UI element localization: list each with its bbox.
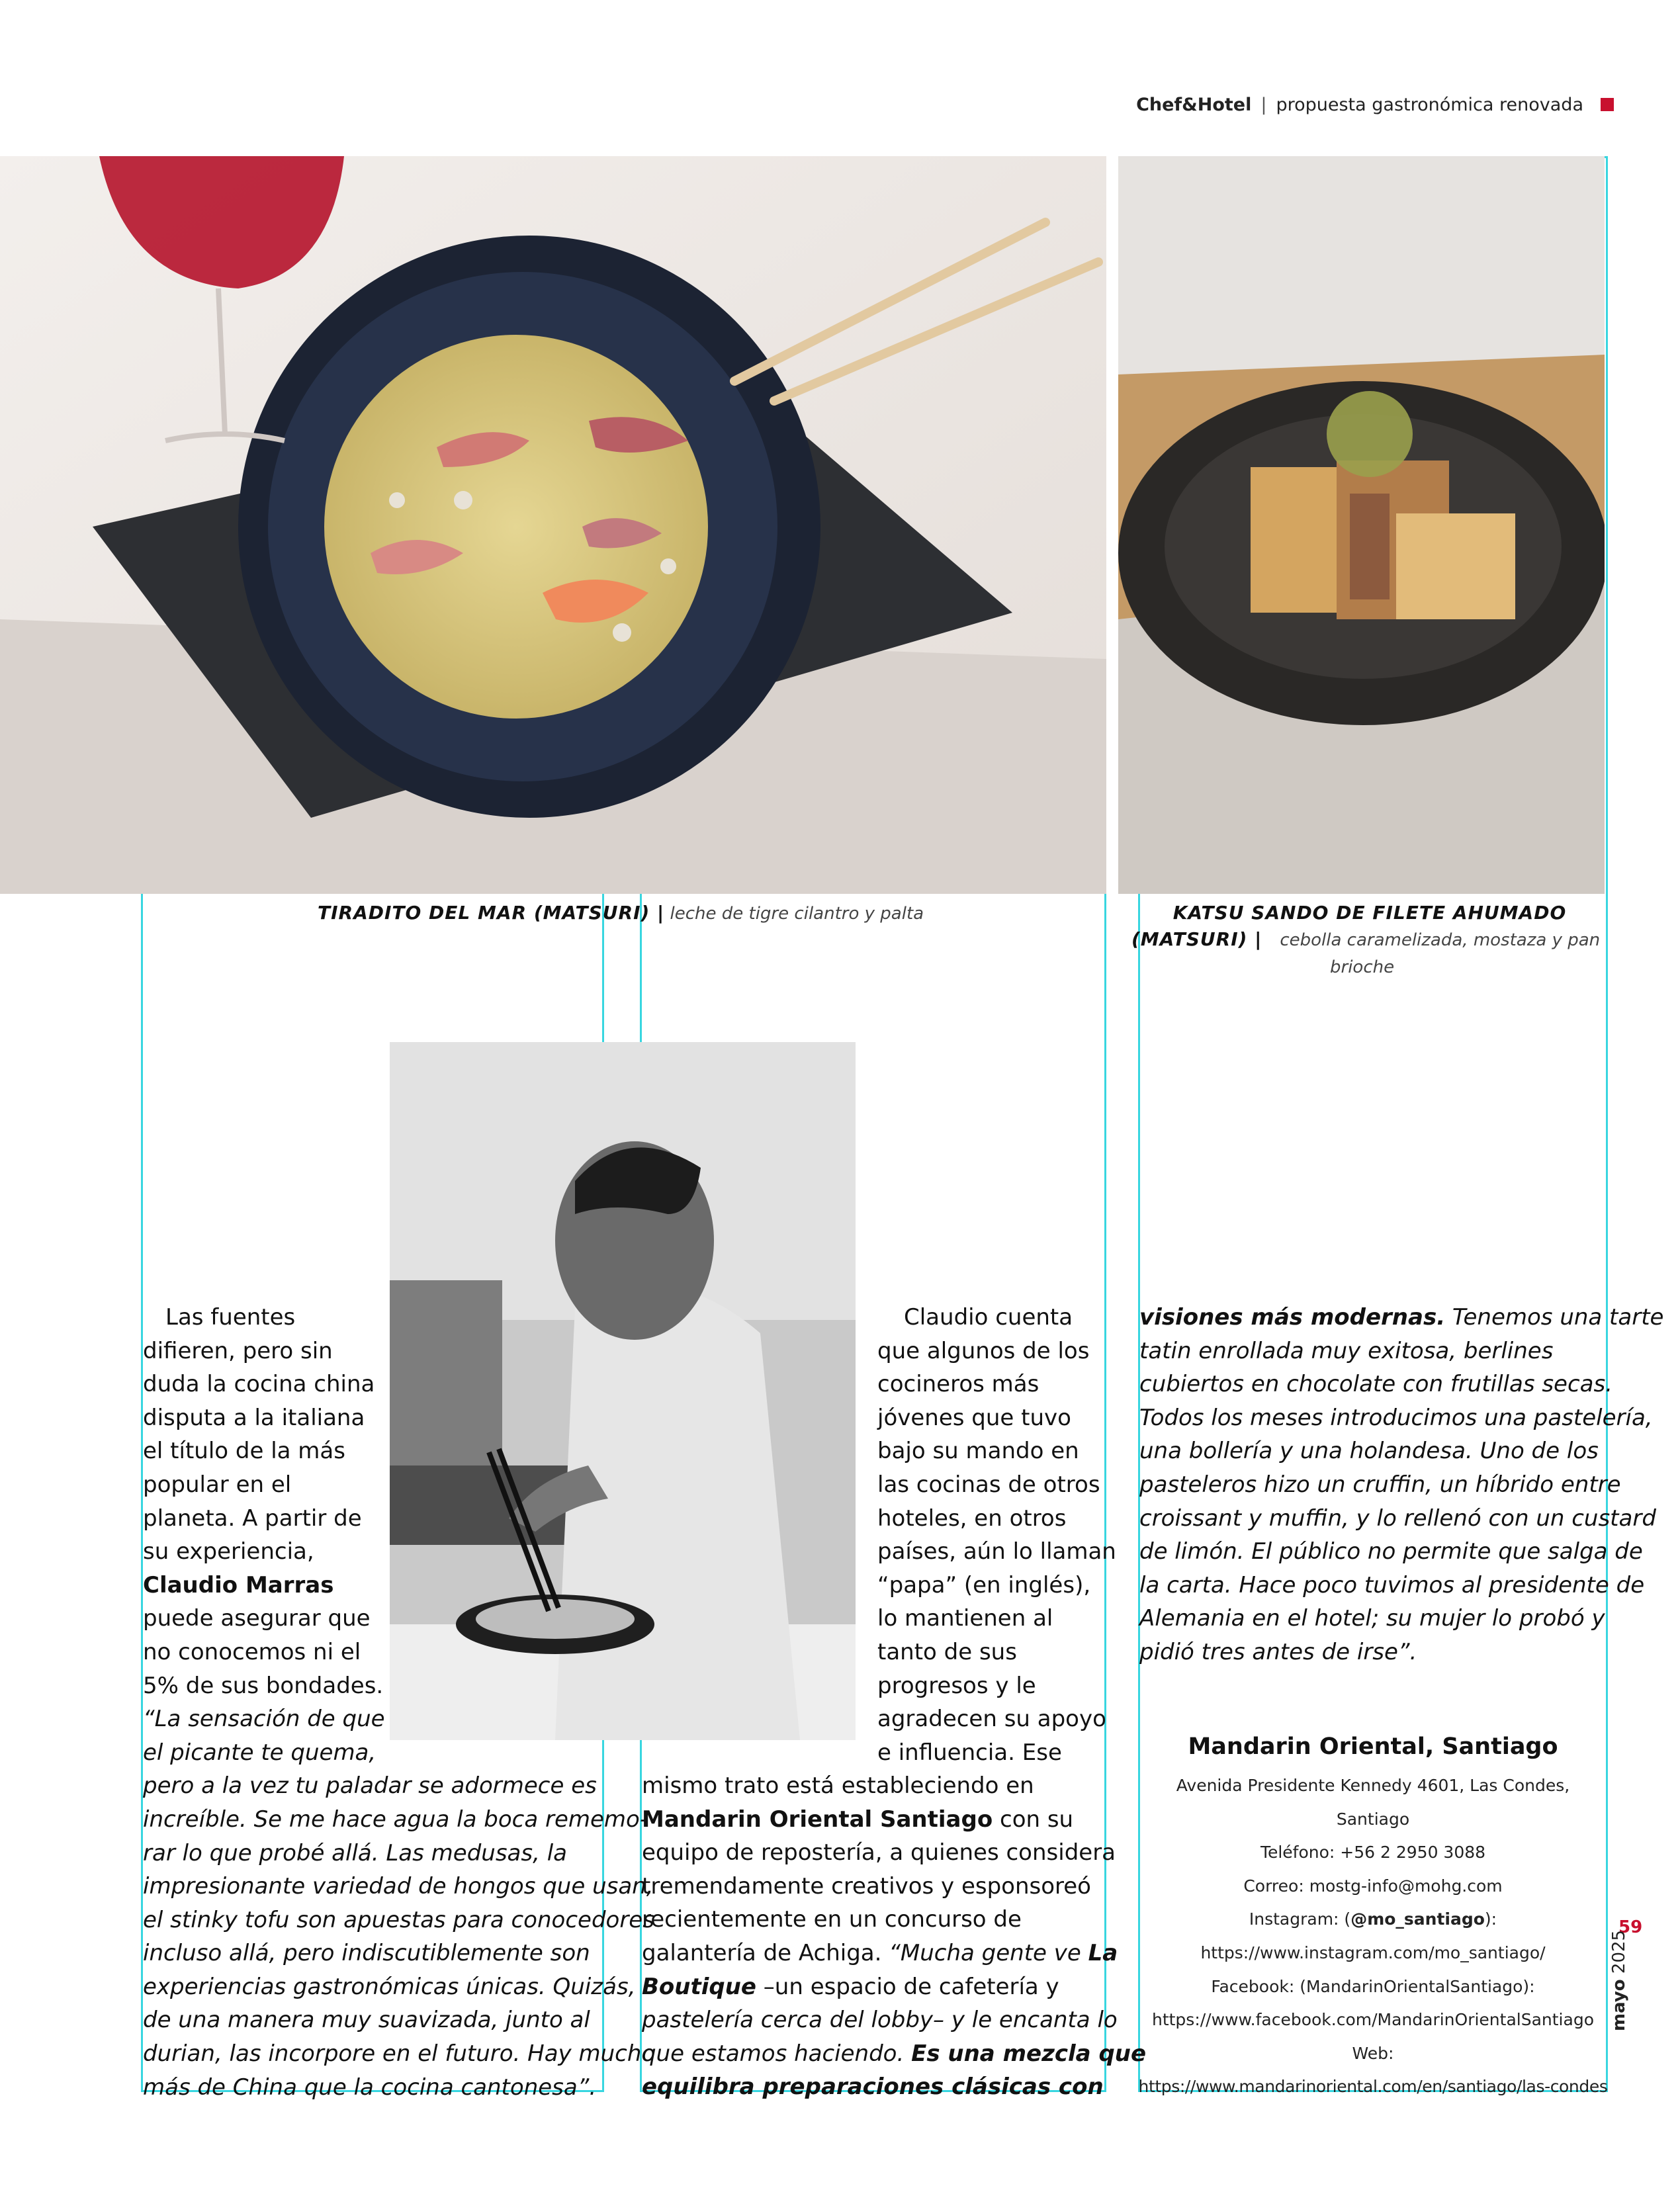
quote-line (642, 2037, 1146, 2071)
quote-line: increíble. Se me hace agua la boca rememo- (143, 1806, 648, 1833)
tiradito-caption (318, 900, 924, 927)
text-line (642, 1937, 1146, 1970)
text-line: lo mantienen al (877, 1605, 1053, 1632)
quote-line: impresionante variedad de hongos que usan, (143, 1873, 654, 1900)
text-line: que algunos de los (877, 1337, 1090, 1364)
text-span: galantería de Achiga. (642, 1939, 889, 1966)
quote-span: Tenemos una tarte (1445, 1304, 1664, 1331)
page-number: 59 (1618, 1917, 1643, 1937)
hotel-instagram-label (1138, 1903, 1608, 1937)
boutique-name: Boutique (642, 1973, 756, 2000)
tiradito-del-mar-photo (0, 156, 1106, 894)
section-title: propuesta gastronómica renovada (1276, 94, 1583, 115)
quote-line: croissant y muffin, y lo rellenó con un custard (1139, 1505, 1656, 1532)
text-line: mismo trato está estableciendo en (642, 1772, 1034, 1799)
hotel-facebook-label: Facebook: (MandarinOrientalSantiago): (1211, 1976, 1535, 1996)
quote-line: más de China que la cocina cantonesa”. (143, 2074, 597, 2101)
quote-line: de una manera muy suavizada, junto al (143, 2007, 590, 2034)
text-line: Las fuentes (165, 1304, 296, 1331)
quote-line: pasteleros hizo un cruffin, un híbrido entre (1139, 1471, 1621, 1498)
text-line: 5% de sus bondades. (143, 1672, 384, 1699)
column-1-text (143, 1301, 655, 2104)
quote-line: la carta. Hace poco tuvimos al presidente de (1139, 1571, 1645, 1598)
boutique-name: La (1088, 1939, 1118, 1966)
web-link[interactable]: https://www.mandarinoriental.com/en/santiago/las-condes (1138, 2077, 1608, 2097)
text-line: hoteles, en otros (877, 1505, 1067, 1532)
quote-line: tatin enrollada muy exitosa, berlines (1139, 1337, 1554, 1364)
text-line: tremendamente creativos y esponsoreó (642, 1872, 1091, 1900)
text-line: puede asegurar que (143, 1605, 371, 1632)
text-line: planeta. A partir de (143, 1505, 362, 1532)
chef-name: Claudio Marras (143, 1571, 334, 1598)
katsu-caption-title-1: KATSU SANDO DE FILETE AHUMADO (1172, 902, 1567, 924)
quote-line: Todos los meses introducimos una pastelería, (1139, 1404, 1653, 1431)
text-line: e influencia. Ese (877, 1739, 1062, 1766)
facebook-link[interactable]: https://www.facebook.com/MandarinOrientalSantiago (1151, 2010, 1594, 2030)
red-square-icon (1601, 98, 1614, 111)
text-line (642, 1970, 1146, 2004)
text-line: las cocinas de otros (877, 1471, 1100, 1498)
quote-line: equilibra preparaciones clásicas con (642, 2074, 1104, 2101)
text-line: progresos y le (877, 1672, 1036, 1699)
hotel-info-title: Mandarin Oriental, Santiago (1188, 1733, 1558, 1760)
quote-line: una bollería y una holandesa. Uno de los (1139, 1438, 1599, 1465)
text-line: el título de la más (143, 1438, 345, 1465)
text-line: cocineros más (877, 1371, 1039, 1398)
quote-line: incluso allá, pero indiscutiblemente son (143, 1940, 590, 1967)
header-separator: | (1260, 94, 1267, 115)
text-line: jóvenes que tuvo (877, 1404, 1071, 1431)
hotel-email[interactable]: Correo: mostg-info@mohg.com (1243, 1876, 1503, 1896)
katsu-caption-desc-1: cebolla caramelizada, mostaza y pan (1280, 930, 1601, 950)
katsu-caption-desc-2: brioche (1330, 957, 1395, 977)
quote-line: experiencias gastronómicas únicas. Quizás, (143, 1973, 636, 2000)
text-line: duda la cocina china (143, 1371, 375, 1398)
page-header (1136, 91, 1614, 118)
issue-month: mayo (1609, 1979, 1629, 2031)
text-line: tanto de sus (877, 1638, 1017, 1665)
hotel-name: Mandarin Oriental Santiago (642, 1806, 993, 1833)
text-span: ): (1484, 1909, 1497, 1929)
quote-line: pero a la vez tu paladar se adormece es (143, 1772, 597, 1800)
text-line: difieren, pero sin (143, 1337, 333, 1364)
instagram-link[interactable]: https://www.instagram.com/mo_santiago/ (1200, 1943, 1546, 1962)
text-line: Claudio cuenta (904, 1304, 1073, 1331)
text-line (642, 1803, 1146, 1837)
instagram-handle[interactable]: @mo_santiago (1350, 1909, 1485, 1929)
text-line: recientemente en un concurso de (642, 1906, 1022, 1933)
quote-line: pidió tres antes de irse”. (1139, 1638, 1417, 1665)
text-span: con su (993, 1806, 1074, 1833)
quote-line: pastelería cerca del lobby– y le encanta lo (642, 2007, 1118, 2034)
text-line: bajo su mando en (877, 1438, 1079, 1465)
text-line: disputa a la italiana (143, 1404, 365, 1431)
magazine-brand: Chef&Hotel (1136, 94, 1252, 115)
quote-line: durian, las incorpore en el futuro. Hay mucho (143, 2040, 656, 2068)
quote-line: cubiertos en chocolate con frutillas secas. (1139, 1371, 1613, 1398)
text-line: popular en el (143, 1471, 292, 1498)
quote-bold-span: Es una mezcla que (911, 2040, 1147, 2067)
issue-date (1609, 1930, 1629, 2031)
quote-line: de limón. El público no permite que salga de (1139, 1538, 1643, 1565)
hotel-address: Avenida Presidente Kennedy 4601, Las Condes, Santiago (1176, 1776, 1570, 1829)
text-line: países, aún lo llaman (877, 1538, 1116, 1565)
text-line: agradecen su apoyo (877, 1706, 1106, 1733)
quote-span: que estamos haciendo. (642, 2040, 912, 2067)
tiradito-caption-title: TIRADITO DEL MAR (MATSURI) | (318, 902, 665, 924)
katsu-caption (1131, 863, 1608, 981)
text-line: su experiencia, (143, 1538, 314, 1565)
quote-span: “Mucha gente ve (889, 1939, 1088, 1966)
hotel-web-label: Web: (1352, 2043, 1394, 2063)
tiradito-caption-desc: leche de tigre cilantro y palta (664, 904, 924, 924)
text-span: –un espacio de cafetería y (756, 1973, 1059, 2000)
quote-line: el picante te quema, (143, 1739, 376, 1766)
quote-line: Alemania en el hotel; su mujer lo probó y (1139, 1605, 1605, 1632)
column-2-long-text (642, 1769, 1146, 2104)
text-line: equipo de repostería, a quienes considera (642, 1839, 1116, 1866)
quote-bold-span: visiones más modernas. (1139, 1304, 1446, 1331)
hotel-info-box (1138, 1727, 1608, 2104)
quote-line: el stinky tofu son apuestas para conocedores (143, 1906, 654, 1933)
text-line: “papa” (en inglés), (877, 1571, 1091, 1598)
quote-line: rar lo que probé allá. Las medusas, la (143, 1839, 567, 1866)
katsu-sando-photo (1118, 156, 1605, 894)
issue-year: 2025 (1609, 1929, 1629, 1974)
column-2-short-text (877, 1301, 1116, 1769)
hotel-phone[interactable]: Teléfono: +56 2 2950 3088 (1260, 1843, 1486, 1862)
text-span: Instagram: ( (1249, 1909, 1351, 1929)
text-line: no conocemos ni el (143, 1638, 361, 1665)
katsu-caption-title-2: (MATSURI) | (1131, 928, 1262, 950)
column-3-text (1139, 1301, 1663, 1669)
quote-line (1139, 1301, 1663, 1335)
quote-line: “La sensación de que (143, 1706, 385, 1733)
